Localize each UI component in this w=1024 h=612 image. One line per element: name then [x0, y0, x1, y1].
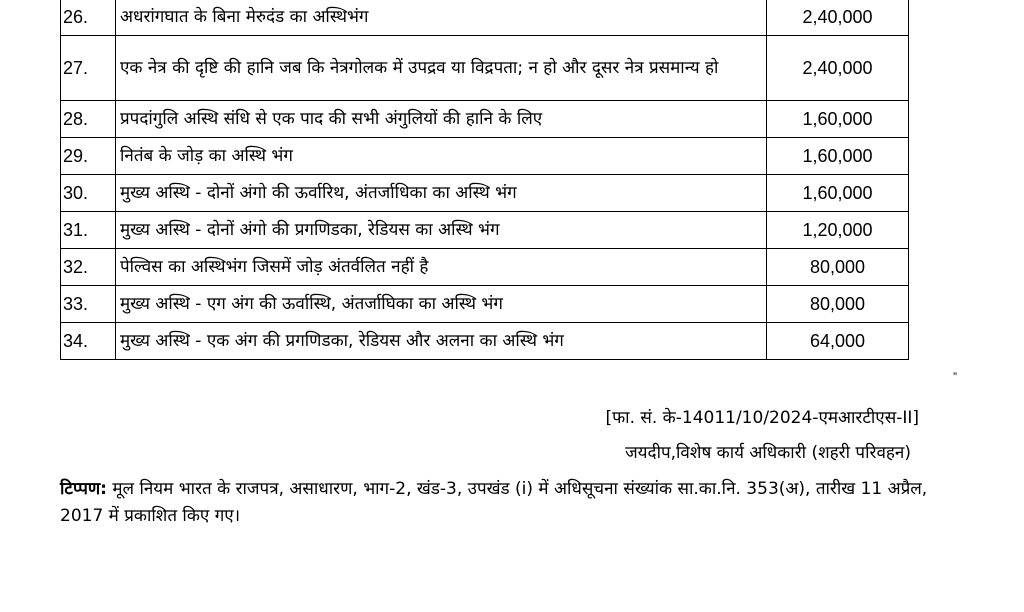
table-row	[61, 286, 909, 323]
row-number: 33.	[61, 286, 116, 323]
row-description: प्रपदांगुलि अस्थि संधि से एक पाद की सभी अंगुलियों की हानि के लिए	[116, 101, 767, 138]
row-description: मुख्य अस्थि - दोनों अंगो की प्रगणिडका, रेडियस का अस्थि भंग	[116, 212, 767, 249]
row-description: पेल्विस का अस्थिभंग जिसमें जोड़ अंतर्वलित नहीं है	[116, 249, 767, 286]
table-row	[61, 36, 909, 101]
row-number: 30.	[61, 175, 116, 212]
row-amount: 1,60,000	[767, 101, 909, 138]
row-number: 28.	[61, 101, 116, 138]
row-number: 32.	[61, 249, 116, 286]
footnote-text: मूल नियम भारत के राजपत्र, असाधारण, भाग-2, खंड-3, उपखंड (i) में अधिसूचना संख्यांक सा.का.नि. 353(अ), तारीख 11 अप्रैल, 2017 में प्रकाशित किए गए।	[60, 479, 928, 526]
signatory-line: जयदीप,विशेष कार्य अधिकारी (शहरी परिवहन)	[625, 443, 911, 463]
row-amount: 1,60,000	[767, 175, 909, 212]
row-description: एक नेत्र की दृष्टि की हानि जब कि नेत्रगोलक में उपद्रव या विद्रपता; न हो और दूसर नेत्र प्रसमान्य हो	[116, 36, 767, 101]
table-row	[61, 249, 909, 286]
table-row	[61, 101, 909, 138]
table-row	[61, 138, 909, 175]
footnote-label: टिप्पण:	[60, 479, 107, 499]
row-description: मुख्य अस्थि - दोनों अंगो की ऊर्वारिथ, अंतर्जाधिका का अस्थि भंग	[116, 175, 767, 212]
row-number: 27.	[61, 36, 116, 101]
footnote	[60, 476, 960, 530]
table-row	[61, 323, 909, 360]
compensation-table	[60, 0, 909, 360]
file-reference: [फा. सं. के-14011/10/2024-एमआरटीएस-II]	[605, 408, 919, 428]
row-amount: 80,000	[767, 249, 909, 286]
table-row	[61, 212, 909, 249]
row-number: 26.	[61, 0, 116, 36]
row-amount: 80,000	[767, 286, 909, 323]
row-number: 34.	[61, 323, 116, 360]
row-amount: 2,40,000	[767, 36, 909, 101]
row-description: मुख्य अस्थि - एक अंग की प्रगणिडका, रेडियस और अलना का अस्थि भंग	[116, 323, 767, 360]
row-description: नितंब के जोड़ का अस्थि भंग	[116, 138, 767, 175]
row-number: 29.	[61, 138, 116, 175]
row-amount: 1,20,000	[767, 212, 909, 249]
row-description: अधरांगघात के बिना मेरुदंड का अस्थिभंग	[116, 0, 767, 36]
row-number: 31.	[61, 212, 116, 249]
row-amount: 2,40,000	[767, 0, 909, 36]
table-row	[61, 0, 909, 36]
row-amount: 1,60,000	[767, 138, 909, 175]
row-description: मुख्य अस्थि - एग अंग की ऊर्वास्थि, अंतर्जाघिका का अस्थि भंग	[116, 286, 767, 323]
closing-quote-mark: ”	[953, 370, 957, 384]
row-amount: 64,000	[767, 323, 909, 360]
table-row	[61, 175, 909, 212]
